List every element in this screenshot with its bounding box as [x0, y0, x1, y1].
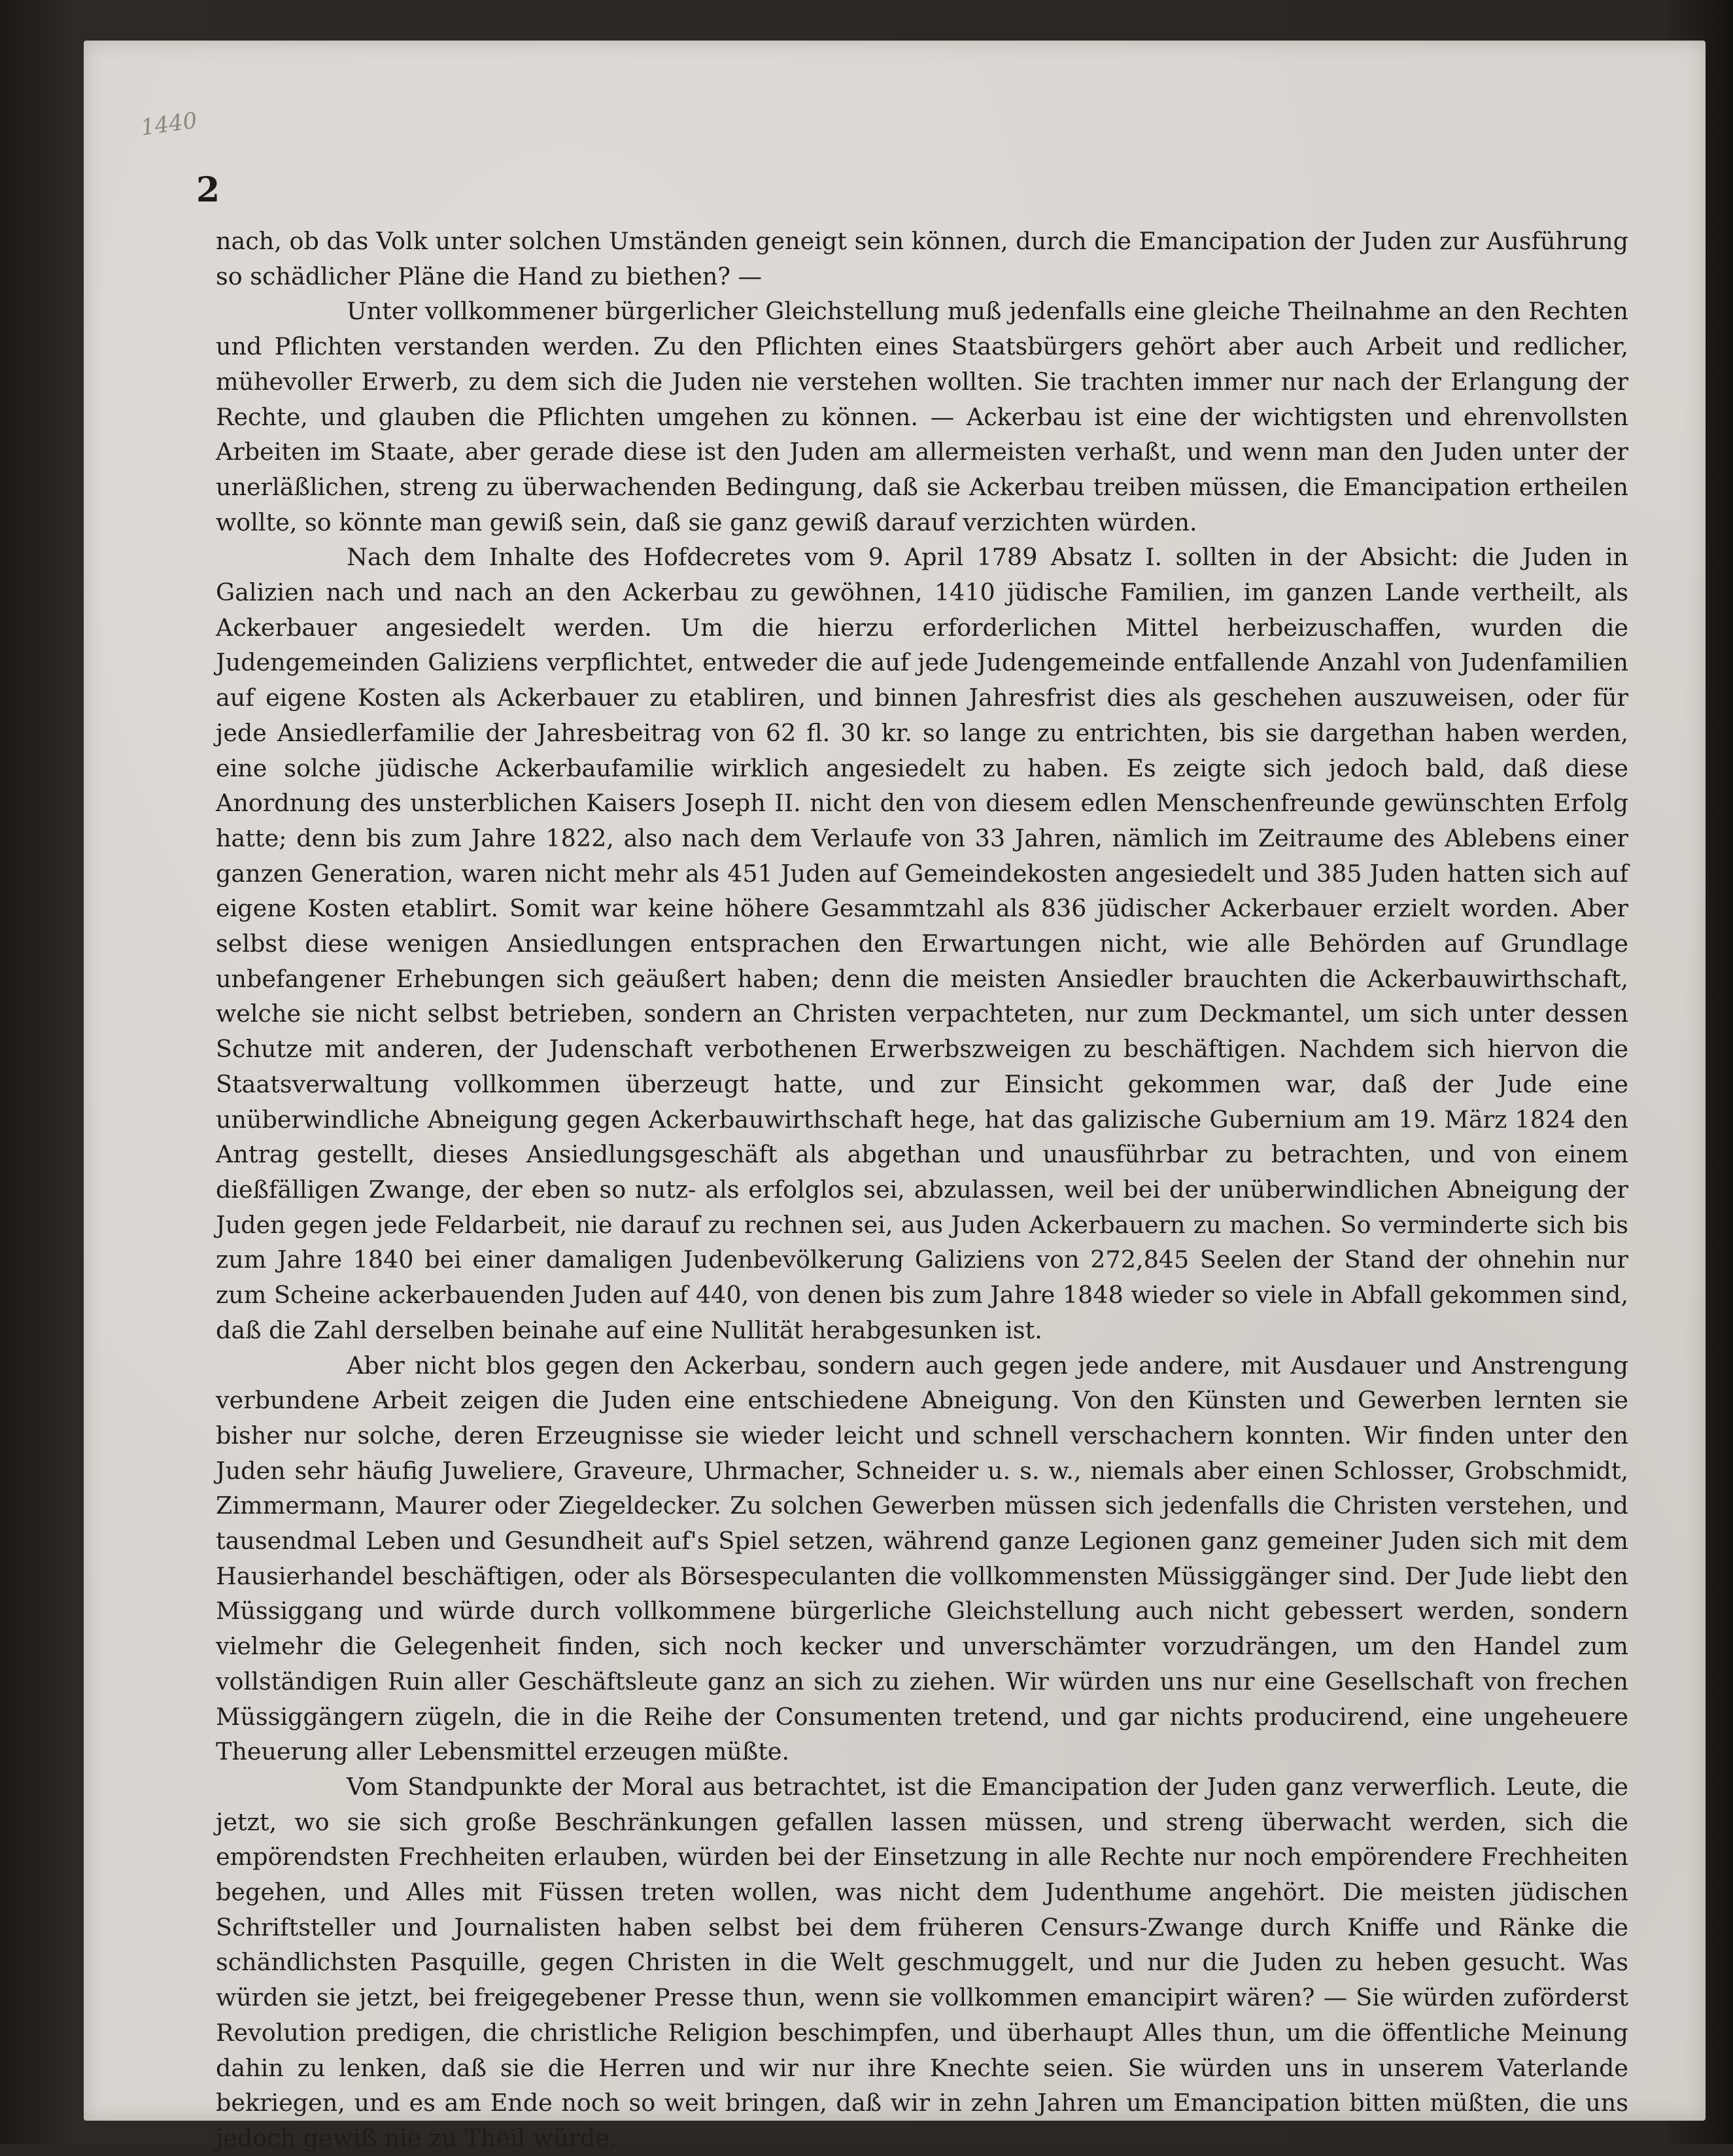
paragraph-3: Nach dem Inhalte des Hofdecretes vom 9. April 1789 Absatz I. sollten in der Absicht: die Juden in Galizien nach und nach an den Ackerbau zu gewöhnen, 1410 jüdische Familien, im ganzen Lande vertheilt, als Ackerbauer angesiedelt werden. Um die hierzu erforderlichen Mittel herbeizuschaffen, wurden die Judengemeinden Galiziens verpflichtet, entweder die auf jede Judengemeinde entfallende Anzahl von Judenfamilien auf eigene Kosten als Ackerbauer zu etabliren, und binnen Jahresfrist dies als geschehen auszuweisen, oder für jede Ansiedlerfamilie der Jahresbeitrag von 62 fl. 30 kr. so lange zu entrichten, bis sie dargethan haben werden, eine solche jüdische Ackerbaufamilie wirklich angesiedelt zu haben. Es zeigte sich jedoch bald, daß diese Anordnung des unsterblichen Kaisers Joseph II. nicht den von diesem edlen Menschenfreunde gewünschten Erfolg hatte; denn bis zum Jahre 1822, also nach dem Verlaufe von 33 Jahren, nämlich im Zeitraume des Ablebens einer ganzen Generation, waren nicht mehr als 451 Juden auf Gemeindekosten angesiedelt und 385 Juden hatten sich auf eigene Kosten etablirt. Somit war keine höhere Gesammtzahl als 836 jüdischer Ackerbauer erzielt worden. Aber selbst diese wenigen Ansiedlungen entsprachen den Erwartungen nicht, wie alle Behörden auf Grundlage unbefangener Erhebungen sich geäußert haben; denn die meisten Ansiedler brauchten die Ackerbauwirthschaft, welche sie nicht selbst betrieben, sondern an Christen verpachteten, nur zum Deckmantel, um sich unter dessen Schutze mit anderen, der Judenschaft verbothenen Erwerbszweigen zu beschäftigen. Nachdem sich hiervon die Staatsverwaltung vollkommen überzeugt hatte, und zur Einsicht gekommen war, daß der Jude eine unüberwindliche Abneigung gegen Ackerbauwirthschaft hege, hat das galizische Gubernium am 19. März 1824 den Antrag gestellt, dieses Ansiedlungsgeschäft als abgethan und unausführbar zu betrachten, und von einem dießfälligen Zwange, der eben so nutz- als erfolglos sei, abzulassen, weil bei der unüberwindlichen Abneigung der Juden gegen jede Feldarbeit, nie darauf zu rechnen sei, aus Juden Ackerbauern zu machen. So verminderte sich bis zum Jahre 1840 bei einer damaligen Judenbevölkerung Galiziens von 272,845 Seelen der Stand der ohnehin nur zum Scheine ackerbauenden Juden auf 440, von denen bis zum Jahre 1848 wieder so viele in Abfall gekommen sind, daß die Zahl derselben beinahe auf eine Nullität herabgesunken ist.: [216, 543, 1628, 1344]
pencil-annotation: 1440: [139, 107, 199, 141]
body-text: [216, 224, 1628, 2156]
paragraph-2: Unter vollkommener bürgerlicher Gleichstellung muß jedenfalls eine gleiche Theilnahme an den Rechten und Pflichten verstanden werden. Zu den Pflichten eines Staatsbürgers gehört aber auch Arbeit und redlicher, mühevoller Erwerb, zu dem sich die Juden nie verstehen wollten. Sie trachten immer nur nach der Erlangung der Rechte, und glauben die Pflichten umgehen zu können. — Ackerbau ist eine der wichtigsten und ehrenvollsten Arbeiten im Staate, aber gerade diese ist den Juden am allermeisten verhaßt, und wenn man den Juden unter der unerläßlichen, streng zu überwachenden Bedingung, daß sie Ackerbau treiben müssen, die Emancipation ertheilen wollte, so könnte man gewiß sein, daß sie ganz gewiß darauf verzichten würden.: [216, 297, 1628, 536]
paragraph-1: nach, ob das Volk unter solchen Umständen geneigt sein können, durch die Emancipation der Juden zur Ausführung so schädlicher Pläne die Hand zu biethen? —: [216, 227, 1628, 290]
paragraph-4: Aber nicht blos gegen den Ackerbau, sondern auch gegen jede andere, mit Ausdauer und Anstrengung verbundene Arbeit zeigen die Juden eine entschiedene Abneigung. Von den Künsten und Gewerben lernten sie bisher nur solche, deren Erzeugnisse sie wieder leicht und schnell verschachern konnten. Wir finden unter den Juden sehr häufig Juweliere, Graveure, Uhrmacher, Schneider u. s. w., niemals aber einen Schlosser, Grobschmidt, Zimmermann, Maurer oder Ziegeldecker. Zu solchen Gewerben müssen sich jedenfalls die Christen verstehen, und tausendmal Leben und Gesundheit auf's Spiel setzen, während ganze Legionen ganz gemeiner Juden sich mit dem Hausierhandel beschäftigen, oder als Börsespeculanten die vollkommensten Müssiggänger sind. Der Jude liebt den Müssiggang und würde durch vollkommene bürgerliche Gleichstellung auch nicht gebessert werden, sondern vielmehr die Gelegenheit finden, sich noch kecker und unverschämter vorzudrängen, um den Handel zum vollständigen Ruin aller Geschäftsleute ganz an sich zu ziehen. Wir würden uns nur eine Gesellschaft von frechen Müssiggängern zügeln, die in die Reihe der Consumenten tretend, und gar nichts producirend, eine ungeheuere Theuerung aller Lebensmittel erzeugen müßte.: [216, 1351, 1628, 1766]
paragraph-5: Vom Standpunkte der Moral aus betrachtet, ist die Emancipation der Juden ganz verwerflich. Leute, die jetzt, wo sie sich große Beschränkungen gefallen lassen müssen, und streng überwacht werden, sich die empörendsten Frechheiten erlauben, würden bei der Einsetzung in alle Rechte nur noch empörendere Frechheiten begehen, und Alles mit Füssen treten wollen, was nicht dem Judenthume angehört. Die meisten jüdischen Schriftsteller und Journalisten haben selbst bei dem früheren Censurs-Zwange durch Kniffe und Ränke die schändlichsten Pasquille, gegen Christen in die Welt geschmuggelt, und nur die Juden zu heben gesucht. Was würden sie jetzt, bei freigegebener Presse thun, wenn sie vollkommen emancipirt wären? — Sie würden zuförderst Revolution predigen, die christliche Religion beschimpfen, und überhaupt Alles thun, um die öffentliche Meinung dahin zu lenken, daß sie die Herren und wir nur ihre Knechte seien. Sie würden uns in unserem Vaterlande bekriegen, und es am Ende noch so weit bringen, daß wir in zehn Jahren um Emancipation bitten müßten, die uns jedoch gewiß nie zu Theil würde.: [216, 1772, 1628, 2152]
page-number: 2: [196, 170, 220, 210]
